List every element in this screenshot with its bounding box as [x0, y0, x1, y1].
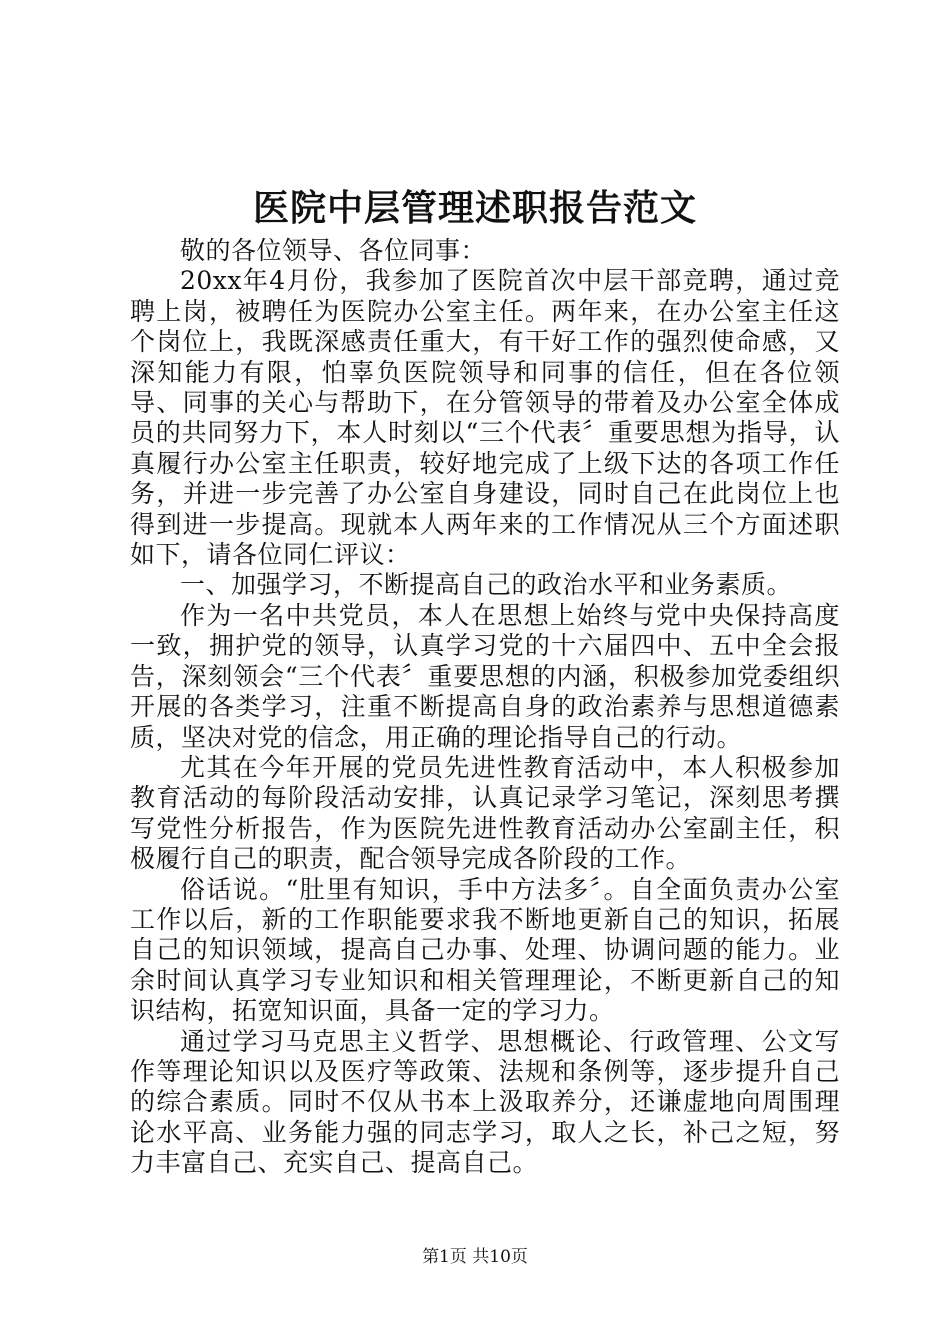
intro-paragraph: 20xx年4月份，我参加了医院首次中层干部竞聘，通过竞聘上岗，被聘任为医院办公室主任。两年来，在办公室主任这个岗位上，我既深感责任重大，有干好工作的强烈使命感，又深知能力有限，怕辜负医院领导和同事的信任，但在各位领导、同事的关心与帮助下，在分管领导的带着及办公室全体成员的共同努力下，本人时刻以“三个代表〞重要思想为指导，认真履行办公室主任职责，较好地完成了上级下达的各项工作任务，并进一步完善了办公室自身建设，同时自己在此岗位上也得到进一步提高。现就本人两年来的工作情况从三个方面述职如下，请各位同仁评议：: [130, 266, 840, 570]
page-footer: [0, 1245, 950, 1269]
section-heading: 一、加强学习，不断提高自己的政治水平和业务素质。: [180, 570, 793, 600]
body-paragraph: 尤其在今年开展的党员先进性教育活动中，本人积极参加教育活动的每阶段活动安排，认真记录学习笔记，深刻思考撰写党性分析报告，作为医院先进性教育活动办公室副主任，积极履行自己的职责，配合领导完成各阶段的工作。: [130, 752, 840, 874]
page-total: 共10页: [472, 1247, 528, 1267]
salutation-paragraph: 敬的各位领导、各位同事：: [180, 236, 487, 265]
document-body: [130, 236, 840, 1179]
body-paragraph: 作为一名中共党员，本人在思想上始终与党中央保持高度一致，拥护党的领导，认真学习党的十六届四中、五中全会报告，深刻领会“三个代表〞重要思想的内涵，积极参加党委组织开展的各类学习，注重不断提高自身的政治素养与思想道德素质，坚决对党的信念，用正确的理论指导自己的行动。: [130, 600, 840, 752]
document-title: 医院中层管理述职报告范文: [252, 187, 697, 229]
body-paragraph: 通过学习马克思主义哲学、思想概论、行政管理、公文写作等理论知识以及医疗等政策、法规和条例等，逐步提升自己的综合素质。同时不仅从书本上汲取养分，还谦虚地向周围理论水平高、业务能力强的同志学习，取人之长，补己之短，努力丰富自己、充实自己、提高自己。: [130, 1026, 840, 1178]
body-paragraph: 俗话说。“肚里有知识，手中方法多〞。自全面负责办公室工作以后，新的工作职能要求我不断地更新自己的知识，拓展自己的知识领域，提高自己办事、处理、协调问题的能力。业余时间认真学习专业知识和相关管理理论，不断更新自己的知识结构，拓宽知识面，具备一定的学习力。: [130, 874, 840, 1026]
page-number: 第1页: [422, 1247, 467, 1267]
